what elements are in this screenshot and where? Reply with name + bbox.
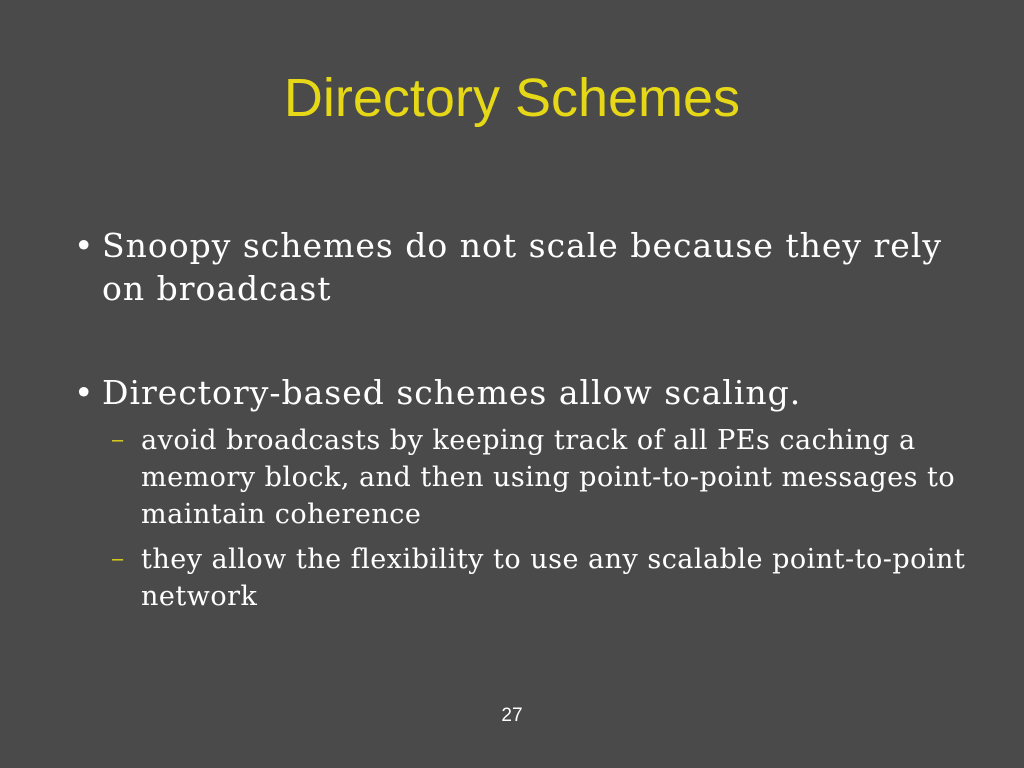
sub-bullet-item (112, 541, 972, 615)
bullet-item (74, 224, 974, 310)
bullet-marker: • (74, 226, 95, 265)
sub-bullet-marker: – (112, 429, 124, 451)
sub-bullet-item (112, 422, 972, 533)
bullet-marker: • (74, 373, 95, 412)
sub-bullet-marker: – (112, 548, 124, 570)
slide-title: Directory Schemes (283, 68, 741, 128)
bullet-item (74, 371, 974, 414)
page-number: 27 (501, 705, 523, 726)
sub-bullet-text: they allow the flexibility to use any scalable point-to-point network (141, 544, 966, 612)
bullet-text: Snoopy schemes do not scale because they rely on broadcast (102, 226, 943, 308)
bullet-text: Directory-based schemes allow scaling. (102, 373, 802, 412)
sub-bullet-text: avoid broadcasts by keeping track of all PEs caching a memory block, and then using point-to-point messages to maintain coherence (141, 425, 956, 530)
